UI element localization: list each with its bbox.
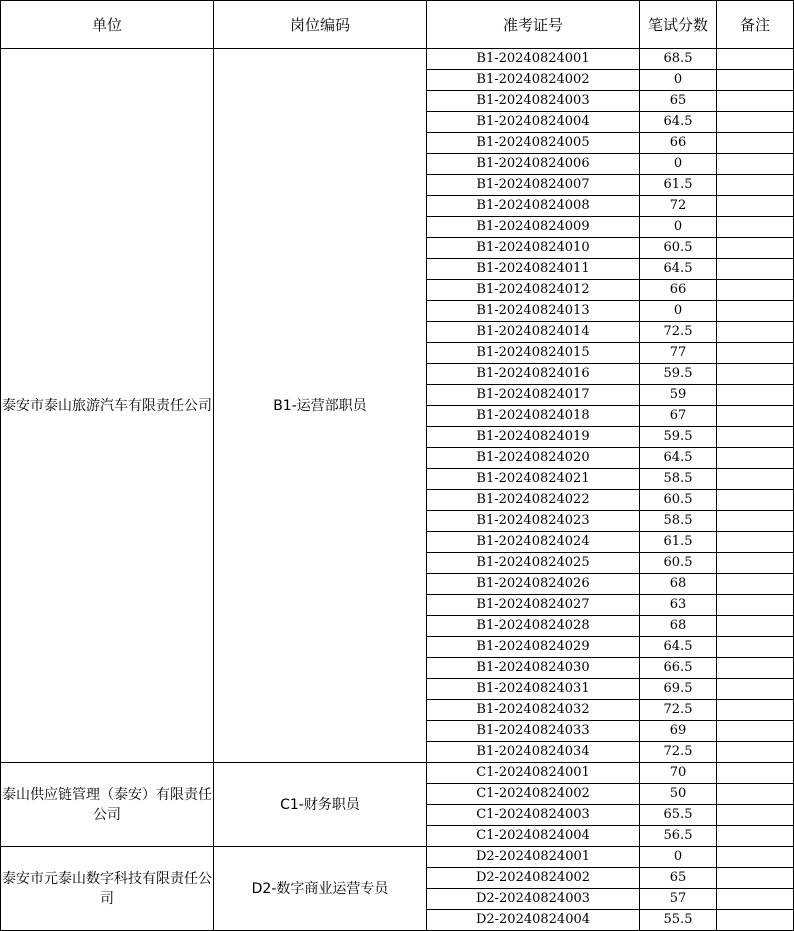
ticket-no-cell: B1-20240824002 <box>427 70 640 91</box>
score-cell: 64.5 <box>640 112 717 133</box>
ticket-no-cell: D2-20240824003 <box>427 889 640 910</box>
remark-cell <box>717 217 794 238</box>
score-cell: 66 <box>640 280 717 301</box>
score-cell: 67 <box>640 406 717 427</box>
remark-cell <box>717 448 794 469</box>
ticket-no-cell: B1-20240824001 <box>427 49 640 70</box>
score-cell: 61.5 <box>640 175 717 196</box>
remark-cell <box>717 175 794 196</box>
remark-cell <box>717 637 794 658</box>
post-code-cell: C1-财务职员 <box>214 763 427 847</box>
remark-cell <box>717 700 794 721</box>
ticket-no-cell: B1-20240824018 <box>427 406 640 427</box>
ticket-no-cell: B1-20240824034 <box>427 742 640 763</box>
ticket-no-cell: B1-20240824010 <box>427 238 640 259</box>
ticket-no-cell: B1-20240824023 <box>427 511 640 532</box>
score-cell: 0 <box>640 847 717 868</box>
remark-cell <box>717 511 794 532</box>
ticket-no-cell: B1-20240824030 <box>427 658 640 679</box>
remark-cell <box>717 343 794 364</box>
remark-cell <box>717 280 794 301</box>
header-remark: 备注 <box>717 1 794 49</box>
score-cell: 72.5 <box>640 322 717 343</box>
score-cell: 50 <box>640 784 717 805</box>
ticket-no-cell: B1-20240824017 <box>427 385 640 406</box>
remark-cell <box>717 553 794 574</box>
remark-cell <box>717 490 794 511</box>
remark-cell <box>717 91 794 112</box>
score-cell: 65 <box>640 868 717 889</box>
score-cell: 61.5 <box>640 532 717 553</box>
table-row <box>1 49 794 70</box>
ticket-no-cell: B1-20240824022 <box>427 490 640 511</box>
remark-cell <box>717 721 794 742</box>
remark-cell <box>717 763 794 784</box>
unit-cell: 泰山供应链管理（泰安）有限责任公司 <box>1 763 214 847</box>
unit-cell: 泰安市元泰山数字科技有限责任公司 <box>1 847 214 931</box>
remark-cell <box>717 196 794 217</box>
table-body <box>1 49 794 931</box>
ticket-no-cell: B1-20240824005 <box>427 133 640 154</box>
header-row <box>1 1 794 49</box>
ticket-no-cell: B1-20240824014 <box>427 322 640 343</box>
remark-cell <box>717 154 794 175</box>
ticket-no-cell: B1-20240824007 <box>427 175 640 196</box>
remark-cell <box>717 70 794 91</box>
remark-cell <box>717 679 794 700</box>
ticket-no-cell: B1-20240824020 <box>427 448 640 469</box>
ticket-no-cell: B1-20240824026 <box>427 574 640 595</box>
remark-cell <box>717 532 794 553</box>
ticket-no-cell: B1-20240824016 <box>427 364 640 385</box>
header-ticket-no: 准考证号 <box>427 1 640 49</box>
remark-cell <box>717 595 794 616</box>
score-cell: 64.5 <box>640 259 717 280</box>
table-row <box>1 763 794 784</box>
remark-cell <box>717 364 794 385</box>
remark-cell <box>717 259 794 280</box>
table-header <box>1 1 794 49</box>
ticket-no-cell: B1-20240824011 <box>427 259 640 280</box>
score-cell: 72.5 <box>640 742 717 763</box>
ticket-no-cell: B1-20240824027 <box>427 595 640 616</box>
score-cell: 65.5 <box>640 805 717 826</box>
ticket-no-cell: B1-20240824012 <box>427 280 640 301</box>
score-cell: 66.5 <box>640 658 717 679</box>
ticket-no-cell: C1-20240824003 <box>427 805 640 826</box>
score-cell: 72 <box>640 196 717 217</box>
ticket-no-cell: B1-20240824013 <box>427 301 640 322</box>
score-cell: 60.5 <box>640 490 717 511</box>
score-cell: 0 <box>640 301 717 322</box>
header-score: 笔试分数 <box>640 1 717 49</box>
remark-cell <box>717 301 794 322</box>
remark-cell <box>717 826 794 847</box>
remark-cell <box>717 742 794 763</box>
remark-cell <box>717 784 794 805</box>
score-cell: 69.5 <box>640 679 717 700</box>
remark-cell <box>717 406 794 427</box>
ticket-no-cell: B1-20240824033 <box>427 721 640 742</box>
score-cell: 59 <box>640 385 717 406</box>
ticket-no-cell: B1-20240824028 <box>427 616 640 637</box>
ticket-no-cell: B1-20240824032 <box>427 700 640 721</box>
score-cell: 56.5 <box>640 826 717 847</box>
remark-cell <box>717 133 794 154</box>
ticket-no-cell: B1-20240824006 <box>427 154 640 175</box>
ticket-no-cell: B1-20240824019 <box>427 427 640 448</box>
score-cell: 58.5 <box>640 511 717 532</box>
score-cell: 57 <box>640 889 717 910</box>
score-cell: 70 <box>640 763 717 784</box>
remark-cell <box>717 847 794 868</box>
header-unit: 单位 <box>1 1 214 49</box>
score-cell: 77 <box>640 343 717 364</box>
score-cell: 64.5 <box>640 637 717 658</box>
remark-cell <box>717 889 794 910</box>
score-cell: 68.5 <box>640 49 717 70</box>
score-cell: 65 <box>640 91 717 112</box>
remark-cell <box>717 805 794 826</box>
remark-cell <box>717 385 794 406</box>
remark-cell <box>717 868 794 889</box>
remark-cell <box>717 910 794 931</box>
unit-cell: 泰安市泰山旅游汽车有限责任公司 <box>1 49 214 763</box>
remark-cell <box>717 427 794 448</box>
ticket-no-cell: B1-20240824031 <box>427 679 640 700</box>
remark-cell <box>717 238 794 259</box>
ticket-no-cell: B1-20240824024 <box>427 532 640 553</box>
ticket-no-cell: B1-20240824015 <box>427 343 640 364</box>
score-cell: 0 <box>640 70 717 91</box>
ticket-no-cell: B1-20240824003 <box>427 91 640 112</box>
remark-cell <box>717 322 794 343</box>
ticket-no-cell: D2-20240824002 <box>427 868 640 889</box>
header-post-code: 岗位编码 <box>214 1 427 49</box>
post-code-cell: B1-运营部职员 <box>214 49 427 763</box>
ticket-no-cell: C1-20240824004 <box>427 826 640 847</box>
score-cell: 64.5 <box>640 448 717 469</box>
score-cell: 59.5 <box>640 364 717 385</box>
remark-cell <box>717 574 794 595</box>
ticket-no-cell: B1-20240824008 <box>427 196 640 217</box>
post-code-cell: D2-数字商业运营专员 <box>214 847 427 931</box>
ticket-no-cell: D2-20240824001 <box>427 847 640 868</box>
ticket-no-cell: B1-20240824029 <box>427 637 640 658</box>
score-cell: 66 <box>640 133 717 154</box>
remark-cell <box>717 49 794 70</box>
ticket-no-cell: C1-20240824001 <box>427 763 640 784</box>
table-row <box>1 847 794 868</box>
remark-cell <box>717 469 794 490</box>
ticket-no-cell: B1-20240824021 <box>427 469 640 490</box>
remark-cell <box>717 616 794 637</box>
score-cell: 59.5 <box>640 427 717 448</box>
score-cell: 72.5 <box>640 700 717 721</box>
remark-cell <box>717 658 794 679</box>
score-cell: 68 <box>640 574 717 595</box>
score-cell: 60.5 <box>640 553 717 574</box>
ticket-no-cell: C1-20240824002 <box>427 784 640 805</box>
score-cell: 0 <box>640 154 717 175</box>
score-cell: 60.5 <box>640 238 717 259</box>
score-cell: 55.5 <box>640 910 717 931</box>
score-cell: 68 <box>640 616 717 637</box>
score-cell: 69 <box>640 721 717 742</box>
score-cell: 0 <box>640 217 717 238</box>
remark-cell <box>717 112 794 133</box>
ticket-no-cell: B1-20240824025 <box>427 553 640 574</box>
ticket-no-cell: D2-20240824004 <box>427 910 640 931</box>
ticket-no-cell: B1-20240824004 <box>427 112 640 133</box>
score-cell: 63 <box>640 595 717 616</box>
score-cell: 58.5 <box>640 469 717 490</box>
ticket-no-cell: B1-20240824009 <box>427 217 640 238</box>
